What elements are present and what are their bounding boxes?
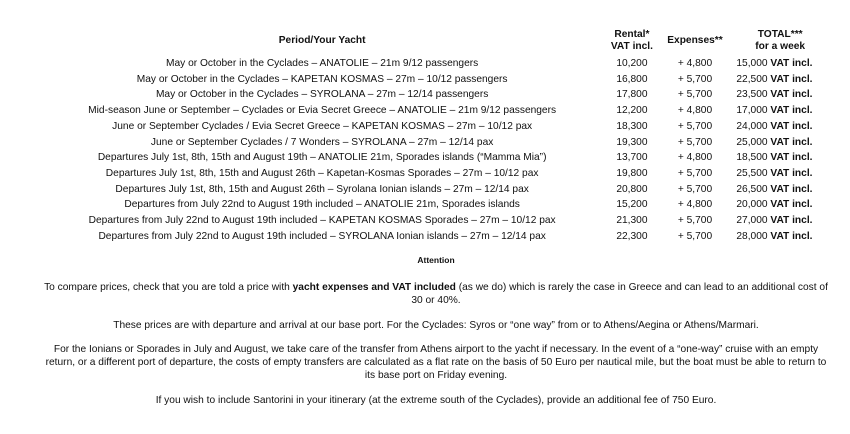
- total-cell: [730, 213, 830, 229]
- header-rental: [604, 26, 659, 56]
- expenses-cell: + 5,700: [677, 167, 713, 179]
- note-compare-text-2: (as we do) which is rarely the case in Greece and can lead to an additional cost of 30 or 40%.: [411, 282, 828, 306]
- total-vat-label: VAT incl.: [770, 136, 813, 148]
- note-base-port: These prices are with departure and arrival at our base port. For the Cyclades: Syros or “one way” from or to Athens/Aegina or Athens/Marmari.: [113, 319, 759, 331]
- period-cell: Mid-season June or September – Cyclades or Evia Secret Greece – ANATOLIE – 21m 9/12 passengers: [88, 105, 557, 117]
- total-cell: [730, 72, 830, 88]
- period-cell: May or October in the Cyclades – ANATOLIE – 21m 9/12 passengers: [166, 58, 479, 69]
- total-vat-label: VAT incl.: [770, 73, 813, 85]
- expenses-cell: + 5,700: [677, 73, 713, 85]
- rental-cell: 15,200: [616, 199, 648, 211]
- total-amount: 15,000: [736, 58, 768, 69]
- total-cell: [730, 119, 830, 135]
- period-cell: Departures from July 22nd to August 19th included – KAPETAN KOSMAS Sporades – 27m – 10/12 pax: [88, 215, 556, 227]
- expenses-cell: + 4,800: [677, 199, 713, 211]
- rental-cell: 10,200: [616, 58, 648, 69]
- table-row: [40, 103, 830, 119]
- expenses-cell: + 5,700: [677, 120, 713, 132]
- total-cell: [730, 56, 830, 72]
- period-cell: Departures from July 22nd to August 19th included – ANATOLIE 21m, Sporades islands: [124, 199, 520, 211]
- expenses-cell: + 5,700: [677, 136, 713, 148]
- header-expenses: Expenses**: [667, 35, 723, 46]
- expenses-cell: + 5,700: [677, 215, 713, 227]
- rental-cell: 17,800: [616, 89, 648, 101]
- rental-cell: 21,300: [616, 215, 648, 227]
- note-compare-prices: [40, 282, 832, 308]
- table-row: [40, 213, 830, 229]
- header-total-line1: TOTAL***: [757, 29, 803, 40]
- header-period: Period/Your Yacht: [278, 35, 366, 46]
- period-cell: May or October in the Cyclades – SYROLANA – 27m – 12/14 passengers: [155, 89, 489, 101]
- expenses-cell: + 5,700: [677, 230, 713, 242]
- total-vat-label: VAT incl.: [770, 89, 813, 101]
- period-cell: Departures from July 22nd to August 19th included – SYROLANA Ionian islands – 27m – 12/14 pax: [98, 230, 546, 242]
- table-row: [40, 229, 830, 245]
- attention-notes: [40, 254, 832, 420]
- total-cell: [730, 150, 830, 166]
- header-total-line2: for a week: [755, 41, 806, 52]
- table-header-row: [40, 26, 830, 56]
- note-santorini: If you wish to include Santorini in your itinerary (at the extreme south of the Cyclades), provide an additional fee of 750 Euro.: [155, 394, 717, 406]
- table-row: [40, 135, 830, 151]
- total-cell: [730, 166, 830, 182]
- period-cell: Departures July 1st, 8th, 15th and August 26th – Kapetan-Kosmas Sporades – 27m – 10/12 pax: [105, 167, 539, 179]
- expenses-cell: + 4,800: [677, 152, 713, 164]
- total-amount: 25,000: [736, 136, 768, 148]
- total-vat-label: VAT incl.: [770, 105, 813, 117]
- period-cell: Departures July 1st, 8th, 15th and August 26th – Syrolana Ionian islands – 27m – 12/14 pax: [115, 183, 529, 195]
- header-total: [730, 26, 830, 56]
- rental-cell: 22,300: [616, 230, 648, 242]
- period-cell: Departures July 1st, 8th, 15th and August 19th – ANATOLIE 21m, Sporades islands (“Mamma Mia”): [97, 152, 547, 164]
- total-amount: 27,000: [736, 215, 768, 227]
- period-cell: June or September Cyclades / 7 Wonders – SYROLANA – 27m – 12/14 pax: [150, 136, 494, 148]
- total-amount: 18,500: [736, 152, 768, 164]
- total-amount: 25,500: [736, 167, 768, 179]
- total-cell: [730, 103, 830, 119]
- total-cell: [730, 197, 830, 213]
- table-row: [40, 197, 830, 213]
- total-amount: 22,500: [736, 73, 768, 85]
- total-amount: 20,000: [736, 199, 768, 211]
- price-table: [40, 26, 830, 244]
- table-row: [40, 150, 830, 166]
- price-rows: [40, 56, 830, 244]
- table-row: [40, 166, 830, 182]
- table-row: [40, 87, 830, 103]
- total-vat-label: VAT incl.: [770, 215, 813, 227]
- expenses-cell: + 5,700: [677, 89, 713, 101]
- total-vat-label: VAT incl.: [770, 199, 813, 211]
- rental-cell: 16,800: [616, 73, 648, 85]
- total-vat-label: VAT incl.: [770, 120, 813, 132]
- total-vat-label: VAT incl.: [770, 183, 813, 195]
- expenses-cell: + 4,800: [677, 105, 713, 117]
- table-row: [40, 56, 830, 72]
- rental-cell: 13,700: [616, 152, 648, 164]
- total-cell: [730, 182, 830, 198]
- total-vat-label: VAT incl.: [770, 152, 813, 164]
- total-amount: 28,000: [736, 230, 768, 242]
- total-vat-label: VAT incl.: [770, 230, 813, 242]
- rental-cell: 20,800: [616, 183, 648, 195]
- expenses-cell: + 4,800: [677, 58, 713, 69]
- table-row: [40, 119, 830, 135]
- attention-heading: Attention: [417, 255, 455, 265]
- total-cell: [730, 229, 830, 245]
- total-amount: 24,000: [736, 120, 768, 132]
- period-cell: May or October in the Cyclades – KAPETAN KOSMAS – 27m – 10/12 passengers: [136, 73, 508, 85]
- total-amount: 26,500: [736, 183, 768, 195]
- total-cell: [730, 87, 830, 103]
- table-row: [40, 182, 830, 198]
- rental-cell: 12,200: [616, 105, 648, 117]
- total-amount: 23,500: [736, 89, 768, 101]
- period-cell: June or September Cyclades / Evia Secret Greece – KAPETAN KOSMAS – 27m – 10/12 pax: [112, 120, 533, 132]
- total-vat-label: VAT incl.: [770, 58, 813, 69]
- rental-cell: 18,300: [616, 120, 648, 132]
- expenses-cell: + 5,700: [677, 183, 713, 195]
- note-transfers: For the Ionians or Sporades in July and August, we take care of the transfer from Athens airport to the yacht if necessary. In the event of a “one-way” cruise with an empty return, or a different port of departure, the costs of empty transfers are calculated as a flat rate on the basis of 50 Euro per nautical mile, but the boat must be able to return to its base port on Friday evening.: [45, 344, 827, 381]
- table-row: [40, 72, 830, 88]
- total-amount: 17,000: [736, 105, 768, 117]
- total-cell: [730, 135, 830, 151]
- note-compare-bold: yacht expenses and VAT included: [292, 282, 456, 293]
- header-rental-line2: VAT incl.: [610, 41, 653, 52]
- rental-cell: 19,800: [616, 167, 648, 179]
- rental-cell: 19,300: [616, 136, 648, 148]
- total-vat-label: VAT incl.: [770, 167, 813, 179]
- header-rental-line1: Rental*: [614, 29, 650, 40]
- note-compare-text-1: To compare prices, check that you are told a price with: [44, 282, 293, 293]
